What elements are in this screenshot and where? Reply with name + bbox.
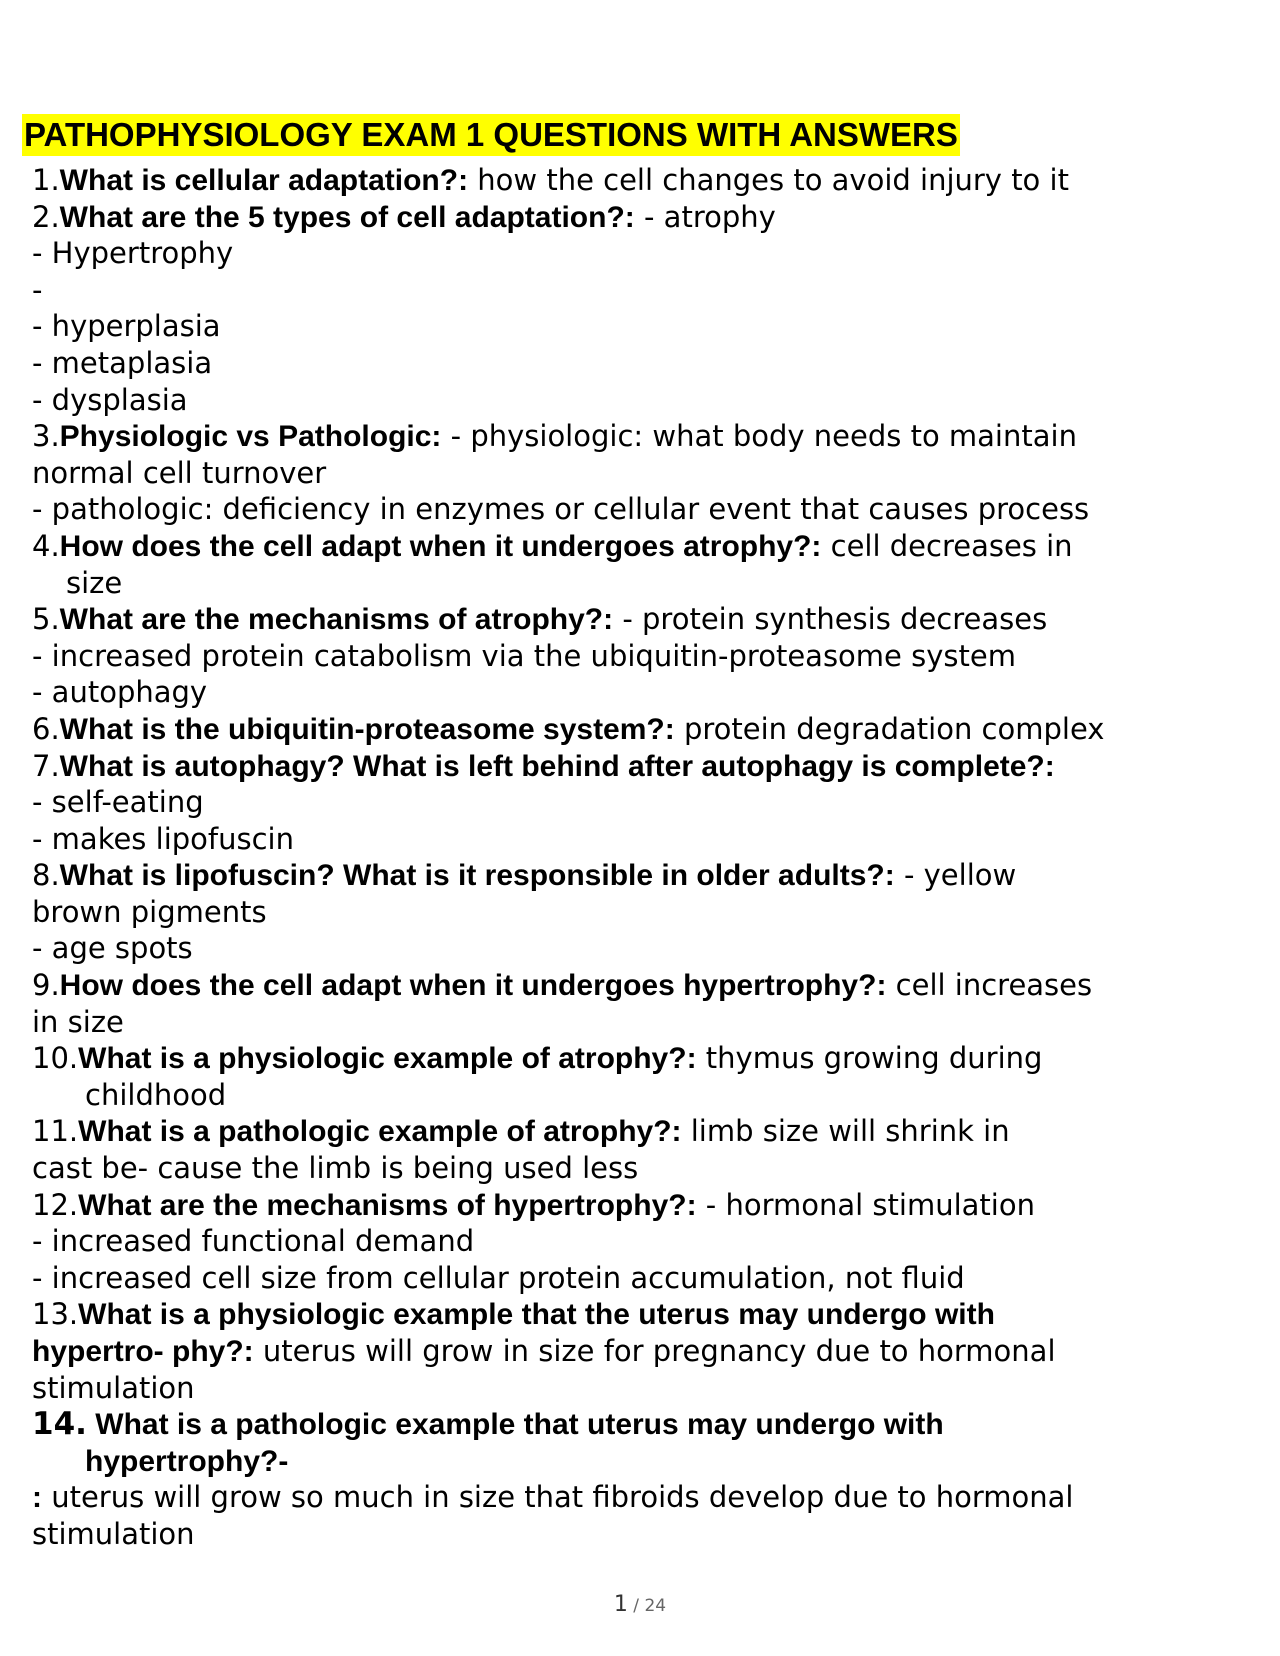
question-4 <box>32 528 1262 565</box>
q11-question: What is a pathologic example of atrophy?: <box>78 1115 682 1149</box>
q14-line-4: stimulation <box>32 1516 195 1551</box>
q5-answer: - protein synthesis decreases <box>613 602 1048 637</box>
q8-number: 8. <box>32 858 60 893</box>
q8-question: What is lipofuscin? What is it responsible in older adults?: <box>59 859 895 893</box>
question-8 <box>32 857 1262 894</box>
question-13 <box>32 1296 1262 1333</box>
q1-number: 1. <box>32 163 60 197</box>
q13-question: What is a physiologic example that the uterus may undergo with <box>78 1298 995 1332</box>
current-page: 1 <box>613 1592 628 1617</box>
q2-line-2: - <box>32 272 43 307</box>
total-pages: / 24 <box>627 1596 667 1616</box>
question-7 <box>32 748 1262 785</box>
q2-answer: - atrophy <box>634 199 776 234</box>
question-6 <box>32 711 1262 748</box>
q10-question: What is a physiologic example of atrophy?: <box>78 1042 697 1076</box>
q2-line-3: - hyperplasia <box>32 309 221 344</box>
q8-line-1: brown pigments <box>32 894 267 929</box>
question-12 <box>32 1187 1262 1224</box>
q13-line-2 <box>32 1333 1262 1370</box>
document-title: PATHOPHYSIOLOGY EXAM 1 QUESTIONS WITH ANSWERS <box>22 114 960 156</box>
q9-number: 9. <box>32 968 60 1003</box>
q10-number: 10. <box>32 1041 79 1076</box>
question-14 <box>32 1406 1262 1443</box>
q6-answer: protein degradation complex <box>674 711 1105 746</box>
question-1 <box>32 162 1262 199</box>
q7-line-1: - self-eating <box>32 785 204 820</box>
q11-line-1: cast be- cause the limb is being used less <box>32 1151 639 1186</box>
q9-line-1: in size <box>32 1004 124 1039</box>
q14-question: What is a pathologic example that uterus may undergo with <box>86 1408 944 1442</box>
q4-question: How does the cell adapt when it undergoes atrophy?: <box>59 529 822 563</box>
q13-answer: uterus will grow in size for pregnancy due to hormonal <box>253 1334 1056 1368</box>
q14-question-line-2 <box>32 1443 1262 1480</box>
q13-number: 13. <box>32 1297 79 1332</box>
q13-line-3: stimulation <box>32 1370 195 1405</box>
q2-question: What are the 5 types of cell adaptation?: <box>59 200 635 234</box>
q7-question: What is autophagy? What is left behind after autophagy is complete?: <box>59 749 1055 783</box>
q12-line-2: - increased cell size from cellular protein accumulation, not fluid <box>32 1260 965 1295</box>
q1-question: What is cellular adaptation?: <box>59 164 469 197</box>
q10-continuation: childhood <box>85 1077 227 1112</box>
q4-answer: cell decreases in <box>821 528 1073 563</box>
q6-question: What is the ubiquitin-proteasome system?: <box>59 712 675 746</box>
q4-continuation: size <box>66 565 123 600</box>
q14-answer: uterus will grow so much in size that fibroids develop due to hormonal <box>42 1480 1074 1515</box>
q3-number: 3. <box>32 419 60 454</box>
q14-colon: : <box>32 1481 42 1515</box>
q14-question-cont: hypertrophy?- <box>85 1444 289 1478</box>
q14-number: 14. <box>32 1406 87 1443</box>
question-10 <box>32 1040 1262 1077</box>
q12-question: What are the mechanisms of hypertrophy?: <box>78 1188 697 1222</box>
question-5 <box>32 601 1262 638</box>
q4-number: 4. <box>32 528 60 563</box>
question-3 <box>32 418 1262 455</box>
q9-answer: cell increases <box>886 968 1093 1003</box>
question-9 <box>32 967 1262 1004</box>
q2-line-1: - Hypertrophy <box>32 236 234 271</box>
q2-line-5: - dysplasia <box>32 382 188 417</box>
q11-answer: limb size will shrink in <box>681 1114 1010 1149</box>
document-body <box>32 162 1262 1553</box>
q5-question: What are the mechanisms of atrophy?: <box>59 603 614 637</box>
q3-line-2: - pathologic: deficiency in enzymes or cellular event that causes process <box>32 492 1090 527</box>
q7-line-2: - makes lipofuscin <box>32 821 294 856</box>
q1-answer: how the cell changes to avoid injury to it <box>468 163 1069 197</box>
q12-answer: - hormonal stimulation <box>696 1187 1035 1222</box>
q5-line-2: - autophagy <box>32 675 208 710</box>
question-11 <box>32 1113 1262 1150</box>
q7-number: 7. <box>32 748 60 783</box>
q12-number: 12. <box>32 1187 79 1222</box>
q13-question-cont: hypertro- phy?: <box>32 1335 254 1368</box>
q5-line-1: - increased protein catabolism via the ubiquitin-proteasome system <box>32 638 1016 673</box>
q3-answer: - physiologic: what body needs to maintain <box>441 419 1077 454</box>
q2-line-4: - metaplasia <box>32 345 213 380</box>
q8-answer: - yellow <box>894 858 1017 893</box>
q3-question: Physiologic vs Pathologic: <box>59 420 442 454</box>
page-number <box>0 1592 1280 1617</box>
question-2 <box>32 199 1262 236</box>
q2-number: 2. <box>32 199 60 234</box>
q10-answer: thymus growing during <box>696 1041 1043 1076</box>
q6-number: 6. <box>32 711 60 746</box>
q5-number: 5. <box>32 602 60 637</box>
q3-line-1: normal cell turnover <box>32 455 327 490</box>
q11-number: 11. <box>32 1114 79 1149</box>
q9-question: How does the cell adapt when it undergoes hypertrophy?: <box>59 969 887 1003</box>
q12-line-1: - increased functional demand <box>32 1224 475 1259</box>
q8-line-2: - age spots <box>32 931 193 966</box>
q14-answer-line <box>32 1479 1262 1516</box>
